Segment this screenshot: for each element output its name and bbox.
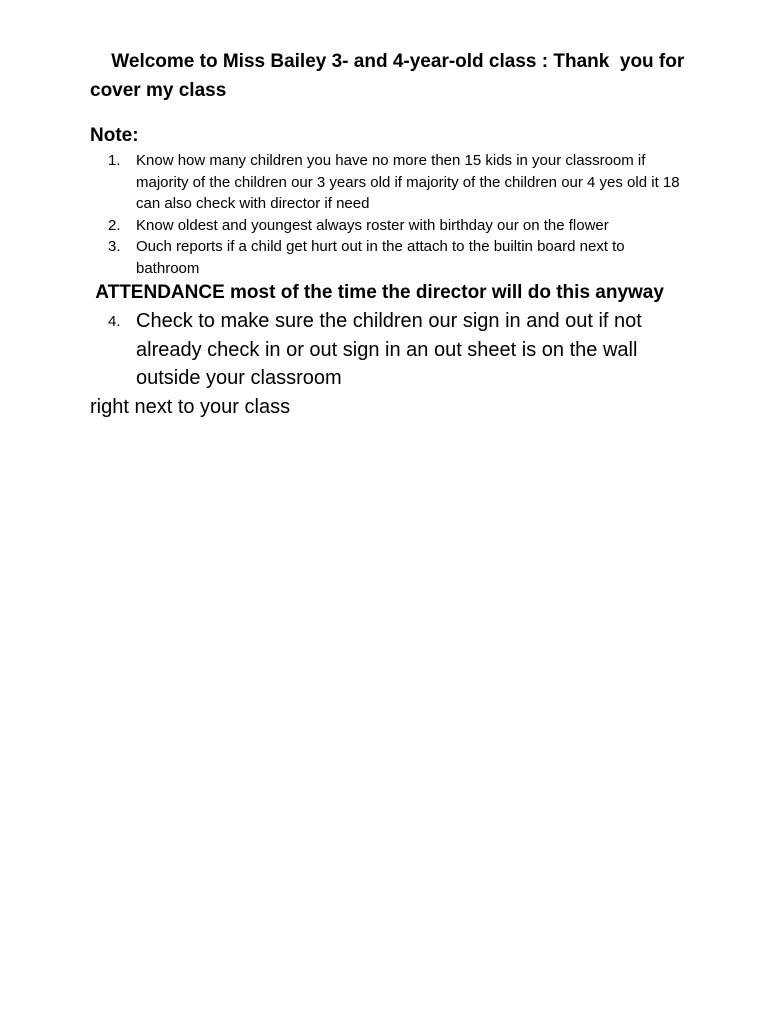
list-item-number: 3. [108, 238, 121, 255]
list-item-number: 4. [108, 313, 121, 330]
list-item [90, 150, 690, 215]
list-item-text: Check to make sure the children our sign in and out if not already check in or out sign in an out sheet is on the wall outside your classroom [136, 310, 642, 389]
document-title: Welcome to Miss Bailey 3- and 4-year-old class : Thank you for cover my class [90, 51, 690, 101]
attendance-list [90, 307, 690, 393]
document-body [90, 47, 690, 421]
list-item [90, 215, 690, 237]
list-item-text: Know oldest and youngest always roster with birthday our on the flower [136, 216, 609, 234]
list-item-text: Ouch reports if a child get hurt out in the attach to the builtin board next to bathroom [136, 238, 625, 277]
list-item [90, 307, 690, 393]
closing-line: right next to your class [90, 395, 291, 418]
note-heading: Note: [90, 125, 139, 146]
list-item-number: 1. [108, 152, 121, 169]
list-item-text: Know how many children you have no more then 15 kids in your classroom if majority of the children our 3 years old if majority of the children our 4 yes old it 18 can also check with director if need [136, 152, 680, 212]
attendance-heading: ATTENDANCE most of the time the director will do this anyway [90, 282, 664, 303]
list-item [90, 236, 690, 279]
notes-list [90, 150, 690, 279]
list-item-number: 2. [108, 216, 121, 234]
